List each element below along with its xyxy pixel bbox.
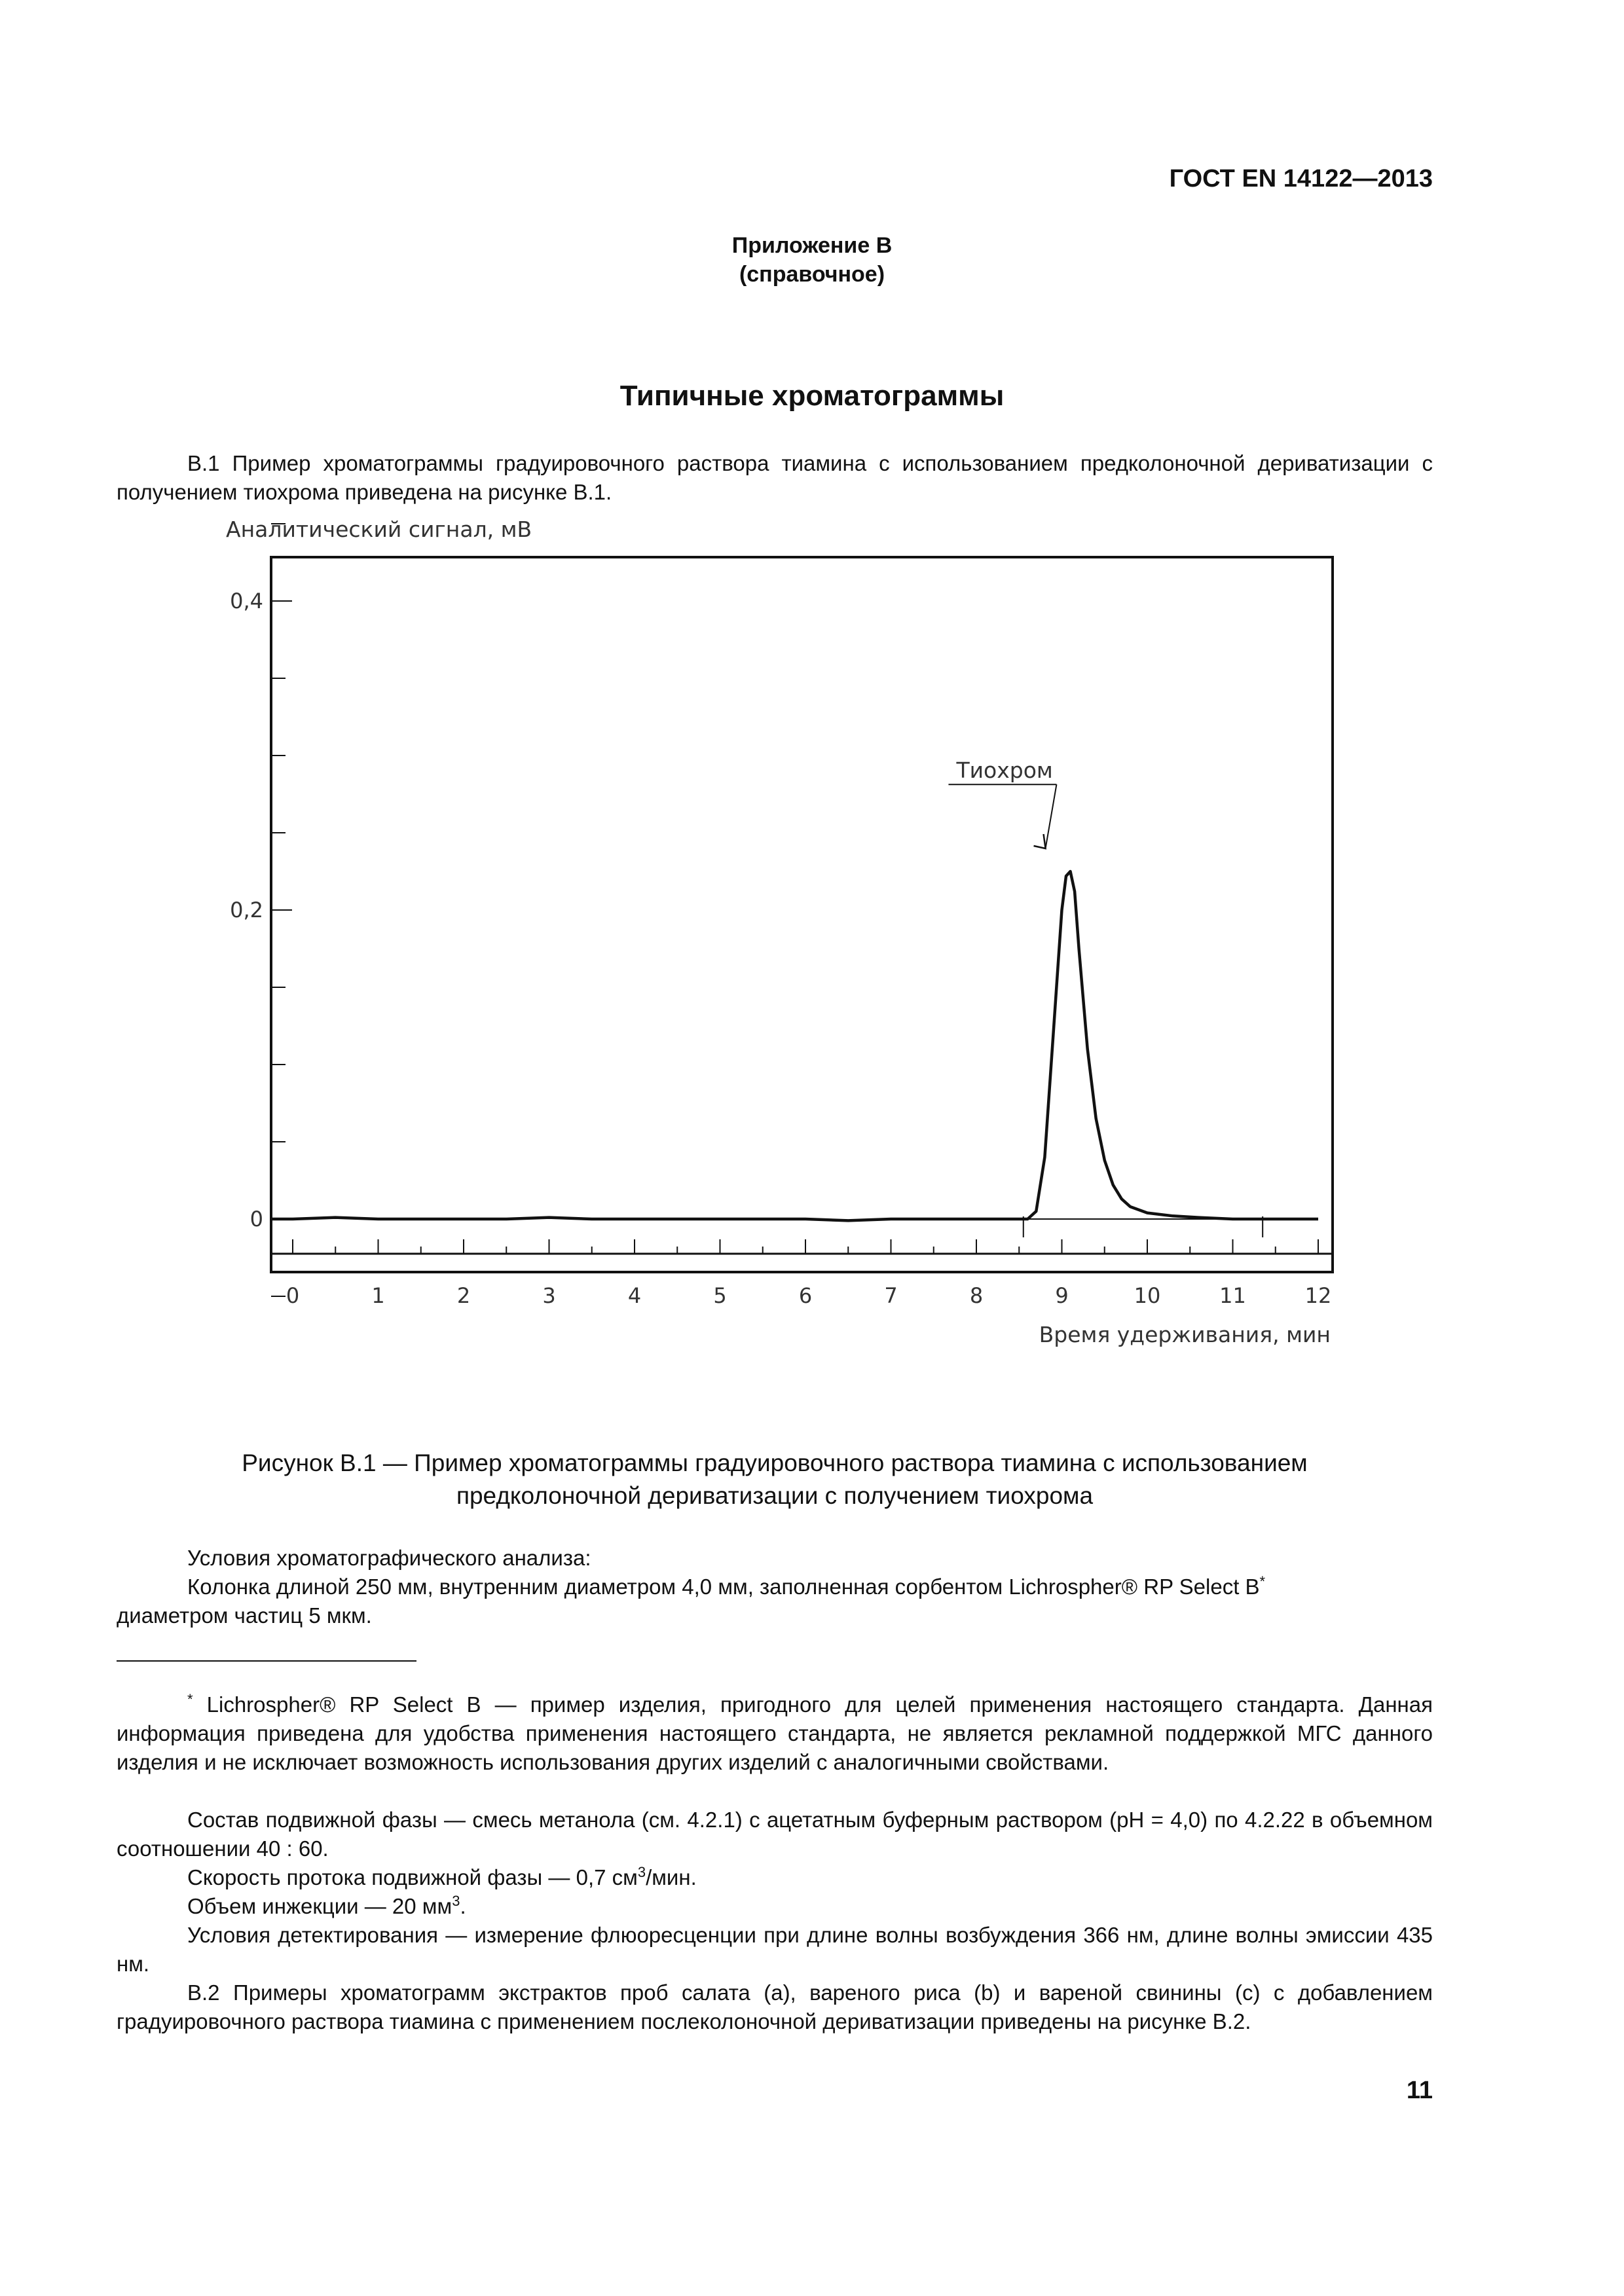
figure-caption-line-2: предколоночной дериватизации с получением тиохрома — [456, 1482, 1094, 1509]
column-description — [117, 1573, 1433, 1601]
y-axis-label: Аналитический сигнал, мВ — [226, 517, 532, 542]
page-number: 11 — [1406, 2077, 1433, 2104]
mobile-phase-paragraph: Состав подвижной фазы — смесь метанола (см. 4.2.1) с ацетатным буферным раствором (pH = 4,0) по 4.2.22 в объемном соотношении 40 : 60. — [117, 1808, 1433, 1861]
column-description-tail: диаметром частиц 5 мкм. — [117, 1603, 372, 1628]
appendix-label: Приложение В — [731, 233, 893, 258]
detection-paragraph: Условия детектирования — измерение флюоресценции при длине волны возбуждения 366 нм, длине волны эмиссии 435 нм. — [117, 1923, 1433, 1976]
chromatogram-trace — [271, 871, 1318, 1220]
footnote — [117, 1690, 1433, 1777]
flow-rate-paragraph — [117, 1863, 1433, 1892]
x-tick-label: 5 — [713, 1283, 727, 1308]
footnote-text: Lichrospher® RP Select B — пример изделия, пригодного для целей применения настоящего стандарта. Данная информация приведена для удобства применения настоящего стандарта, не является рекламной поддержкой МГС данного изделия и не исключает возможность использования других изделий с аналогичными свойствами. — [117, 1692, 1433, 1774]
x-tick-label: 6 — [798, 1283, 813, 1308]
footnote-reference: * — [1259, 1573, 1266, 1590]
figure-caption-line-1: Рисунок В.1 — Пример хроматограммы градуировочного раствора тиамина с использованием — [242, 1449, 1308, 1476]
footnote-rule — [117, 1660, 416, 1662]
y-tick-label: 0,4 — [230, 589, 263, 613]
x-tick-label: 10 — [1134, 1283, 1161, 1308]
injection-text: Объем инжекции — 20 мм — [187, 1894, 452, 1918]
x-tick-label: 12 — [1304, 1283, 1332, 1308]
injection-tail: . — [460, 1894, 466, 1918]
appendix-type: (справочное) — [739, 262, 885, 287]
intro-paragraph: В.1 Пример хроматограммы градуировочного раствора тиамина с использованием предколоночной дериватизации с получением тиохрома приведена на рисунке В.1. — [117, 451, 1433, 504]
section-b2-paragraph: В.2 Примеры хроматограмм экстрактов проб салата (а), вареного риса (b) и вареной свинины (с) с добавлением градуировочного раствора тиамина с применением послеколоночной дериватизации приведены на рисунке В.2. — [117, 1980, 1433, 2033]
x-tick-label: 1 — [371, 1283, 385, 1308]
conditions-heading: Условия хроматографического анализа: — [187, 1546, 591, 1570]
footnote-mark: * — [187, 1691, 193, 1707]
x-tick-label: 0 — [286, 1283, 300, 1308]
peak-annotation-label: Тиохром — [956, 757, 1053, 784]
document-code: ГОСТ EN 14122—2013 — [1169, 165, 1433, 192]
peak-annotation-arrow — [1046, 784, 1057, 848]
y-tick-label: 0 — [249, 1207, 263, 1231]
x-tick-label: 8 — [969, 1283, 984, 1308]
figure-caption — [117, 1447, 1433, 1512]
injection-paragraph — [117, 1892, 1433, 1921]
injection-unit-power: 3 — [452, 1893, 460, 1909]
plot-frame — [271, 557, 1333, 1272]
x-tick-label: 9 — [1055, 1283, 1069, 1308]
x-tick-label: 7 — [884, 1283, 898, 1308]
arrowhead-icon — [1034, 834, 1046, 848]
y-tick-label: 0,2 — [230, 898, 263, 922]
flow-rate-text: Скорость протока подвижной фазы — 0,7 см — [187, 1865, 638, 1889]
x-tick-label: 11 — [1219, 1283, 1246, 1308]
x-tick-label: 2 — [456, 1283, 471, 1308]
column-text: Колонка длиной 250 мм, внутренним диаметром 4,0 мм, заполненная сорбентом Lichrospher® RP Select B — [187, 1575, 1260, 1599]
flow-rate-unit-power: 3 — [637, 1864, 646, 1880]
section-title: Типичные хроматограммы — [619, 380, 1005, 412]
x-axis-label: Время удерживания, мин — [1039, 1322, 1331, 1347]
flow-rate-tail: /мин. — [646, 1865, 697, 1889]
x-tick-label: 4 — [627, 1283, 642, 1308]
x-tick-label: 3 — [542, 1283, 556, 1308]
